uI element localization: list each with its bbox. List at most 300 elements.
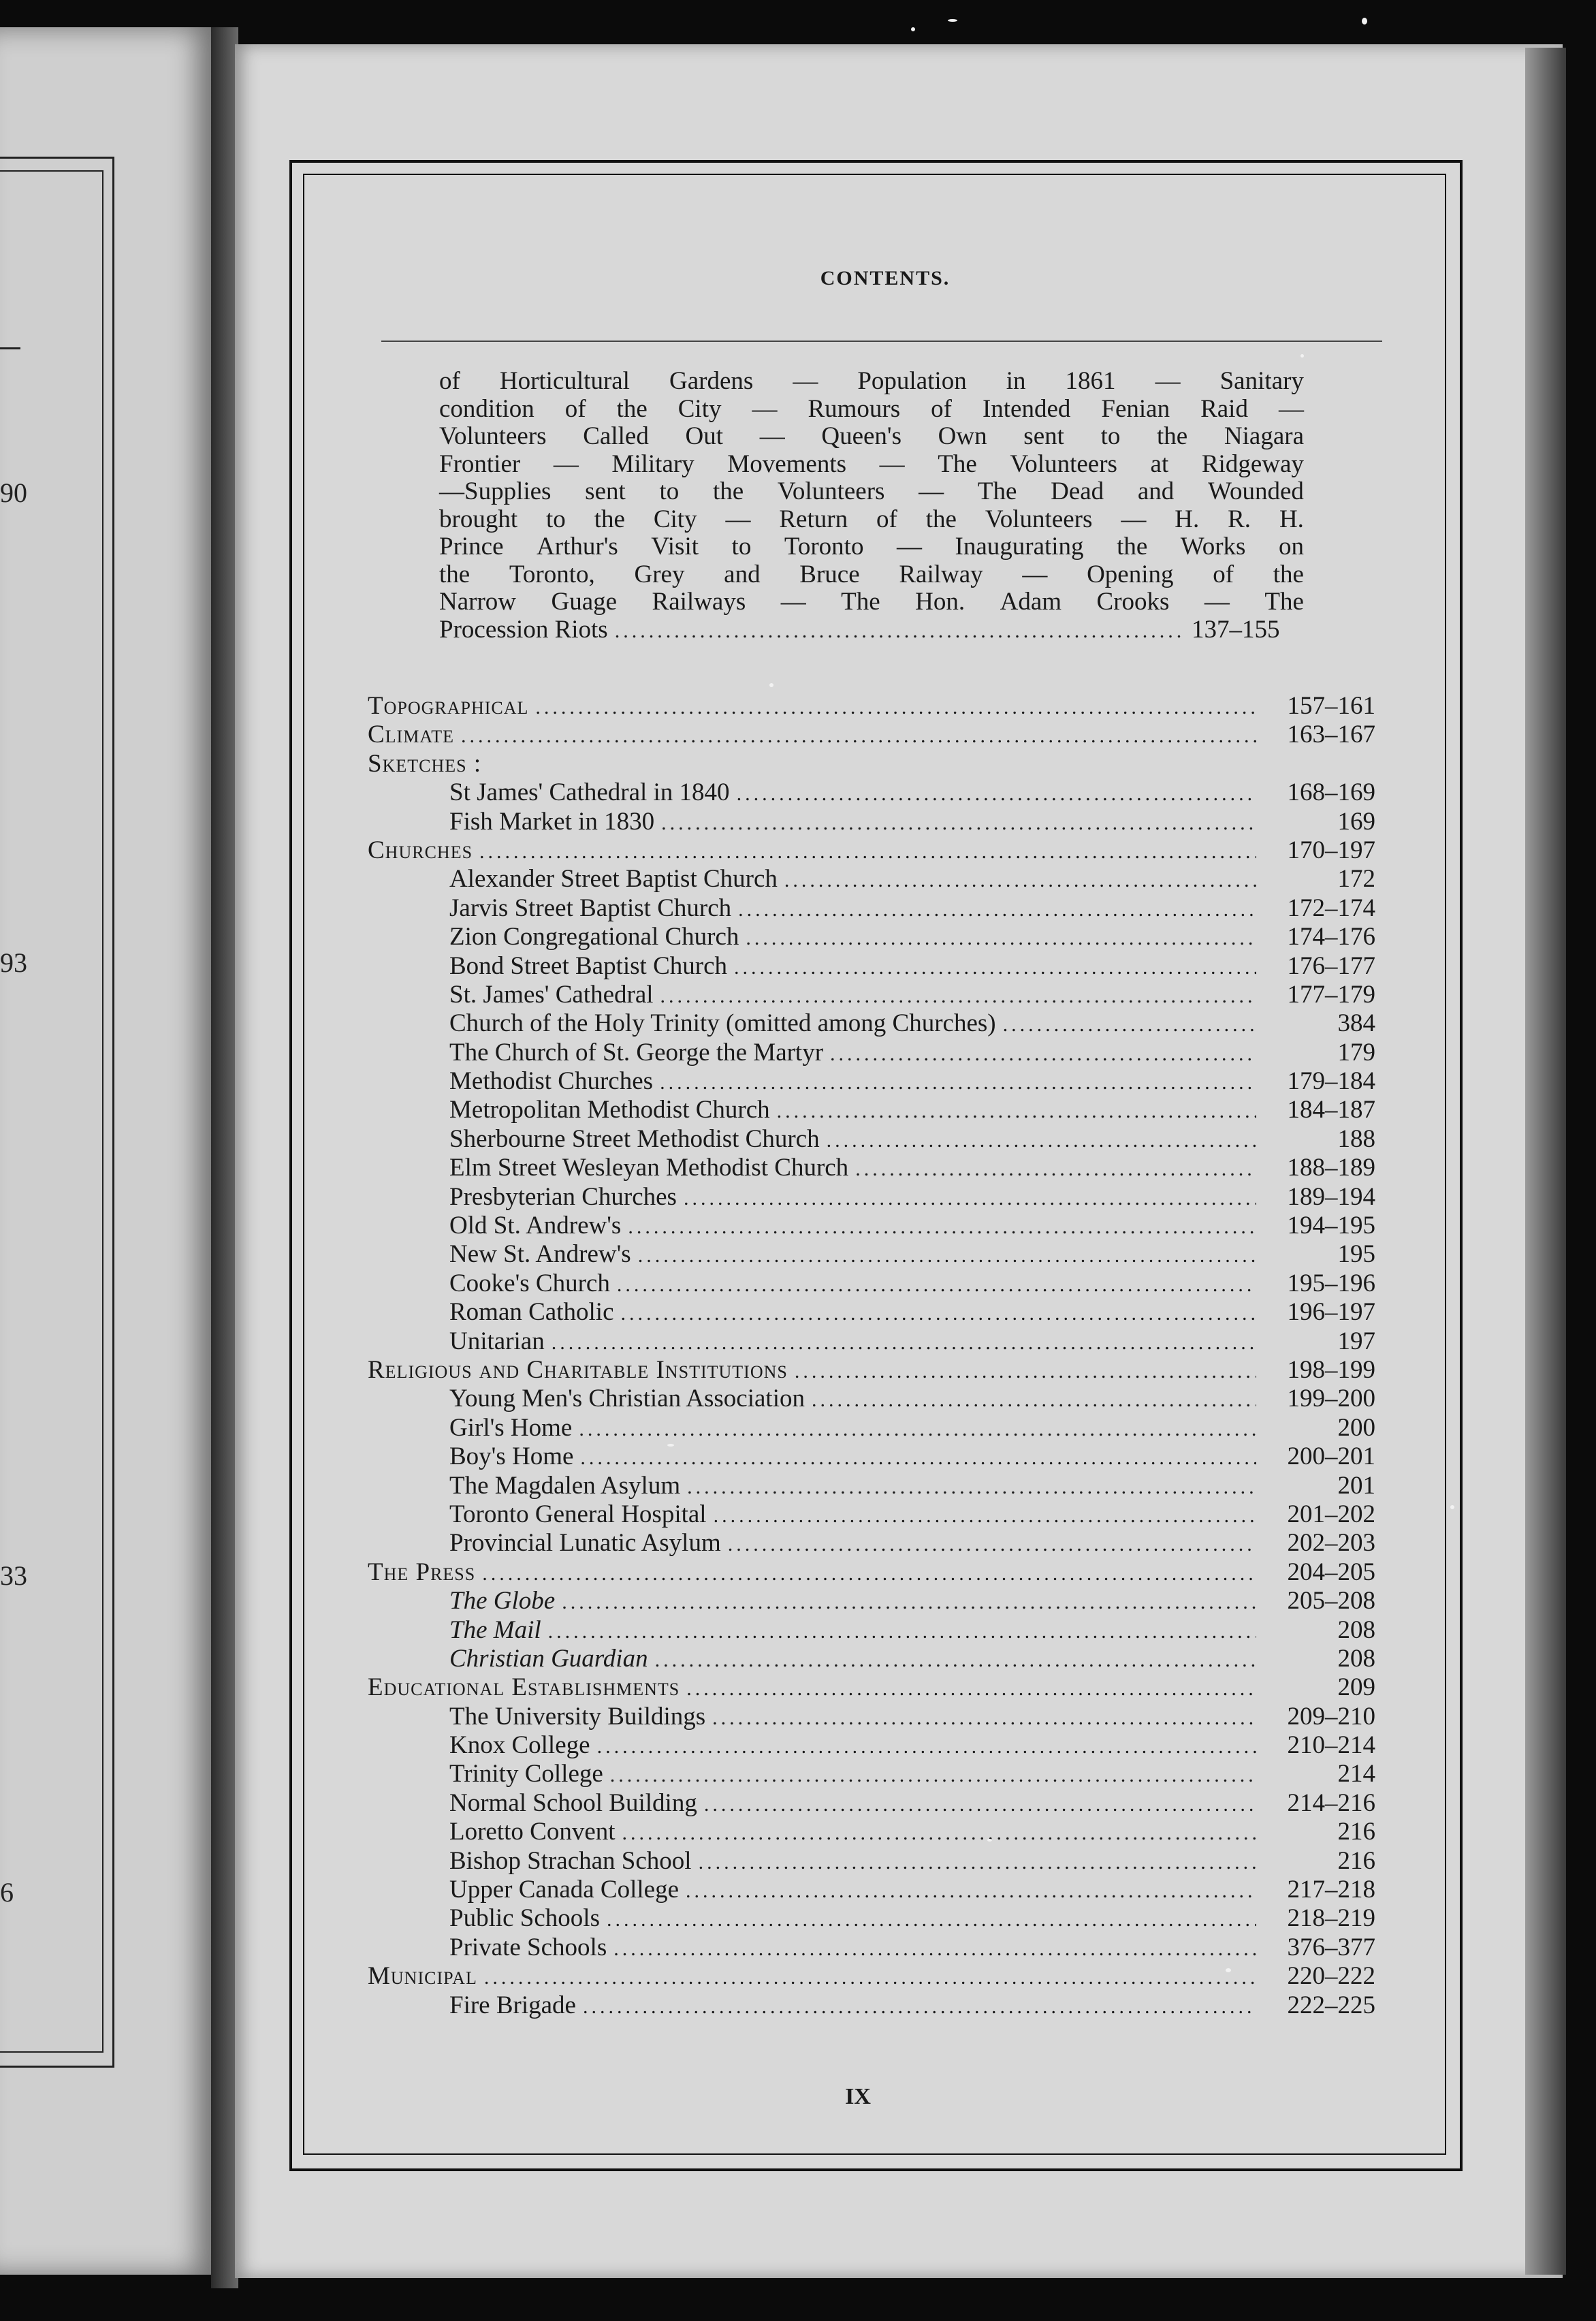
intro-word: — xyxy=(919,477,944,505)
intro-word: Ridgeway xyxy=(1201,449,1304,478)
contents-entry xyxy=(368,1933,1375,1961)
intro-word: — xyxy=(1204,588,1230,616)
entry-label: The Magdalen Asylum xyxy=(449,1471,681,1500)
intro-word: Volunteers xyxy=(1010,449,1117,478)
intro-word: Return xyxy=(779,505,848,533)
entry-page: 217–218 xyxy=(1287,1876,1375,1904)
dot-leader xyxy=(607,1908,1256,1931)
intro-line xyxy=(439,423,1304,451)
contents-entry xyxy=(368,1644,1375,1673)
intro-word: — xyxy=(879,449,905,478)
dot-leader xyxy=(621,1302,1257,1325)
dot-leader xyxy=(734,956,1256,979)
intro-word: Narrow xyxy=(439,588,517,616)
intro-word: the xyxy=(594,505,625,533)
intro-word: Opening xyxy=(1087,560,1174,588)
contents-entry xyxy=(368,1673,1375,1701)
intro-word: Sanitary xyxy=(1219,367,1304,395)
contents-entry xyxy=(368,1009,1375,1037)
contents-entry xyxy=(368,1124,1375,1153)
dot-leader xyxy=(615,618,1185,646)
intro-word: Crooks xyxy=(1096,588,1170,616)
contents-entry xyxy=(368,1500,1375,1528)
intro-word: H. xyxy=(1279,505,1304,533)
intro-word: Prince xyxy=(439,533,504,560)
intro-line xyxy=(439,506,1304,534)
contents-entry xyxy=(368,1269,1375,1297)
intro-word: Works xyxy=(1180,533,1246,560)
dot-leader xyxy=(535,696,1256,719)
dot-leader xyxy=(687,1476,1256,1499)
film-speck xyxy=(667,1444,674,1447)
entry-page: 222–225 xyxy=(1287,1991,1375,2019)
intro-word: —Supplies xyxy=(439,477,552,505)
entry-label: Bishop Strachan School xyxy=(449,1846,692,1875)
dot-leader xyxy=(655,1649,1256,1672)
entry-page: 189–194 xyxy=(1287,1182,1375,1211)
film-speck xyxy=(948,19,957,22)
entry-page: 172 xyxy=(1337,865,1375,894)
dot-leader xyxy=(484,1966,1256,1989)
intro-word: — xyxy=(1155,367,1181,395)
intro-word: of xyxy=(876,505,897,533)
intro-word: Visit xyxy=(651,533,699,560)
entry-page: 210–214 xyxy=(1287,1731,1375,1760)
dot-leader xyxy=(579,1418,1256,1441)
dot-leader xyxy=(660,985,1256,1008)
entry-page: 197 xyxy=(1337,1327,1375,1355)
contents-entry xyxy=(368,1095,1375,1124)
left-page-number: 90 xyxy=(0,477,27,508)
intro-word: Guage xyxy=(551,588,618,616)
entry-label: The University Buildings xyxy=(449,1702,706,1731)
intro-word: Dead xyxy=(1051,477,1104,505)
intro-word: — xyxy=(896,533,922,560)
intro-word: Arthur's xyxy=(537,533,618,560)
page-title: CONTENTS. xyxy=(820,267,951,289)
dot-leader xyxy=(1003,1013,1256,1037)
contents-entry xyxy=(368,1586,1375,1615)
entry-page: 208 xyxy=(1337,1615,1375,1644)
intro-word: Toronto, xyxy=(509,560,595,588)
intro-word: Movements xyxy=(727,449,846,478)
contents-entry xyxy=(368,1875,1375,1904)
film-speck xyxy=(769,683,773,687)
contents-entry xyxy=(368,1327,1375,1355)
dot-leader xyxy=(704,1793,1256,1816)
contents-entry xyxy=(368,1817,1375,1846)
intro-word: — xyxy=(759,422,785,450)
intro-word: the xyxy=(439,560,470,588)
entry-label: The Mail xyxy=(449,1615,541,1644)
entry-label: Loretto Convent xyxy=(449,1818,616,1846)
entry-page: 179 xyxy=(1337,1038,1375,1067)
contents-list xyxy=(368,691,1375,2019)
continued-entry-text xyxy=(439,368,1304,645)
entry-page: 205–208 xyxy=(1287,1587,1375,1615)
dot-leader xyxy=(686,1677,1256,1701)
dot-leader xyxy=(830,1043,1256,1066)
intro-word: Grey xyxy=(634,560,685,588)
entry-label: Municipal xyxy=(368,1962,477,1991)
intro-word: sent xyxy=(1023,422,1064,450)
intro-word: Fenian xyxy=(1101,394,1170,423)
intro-word: Raid xyxy=(1200,394,1248,423)
entry-page: 198–199 xyxy=(1287,1355,1375,1384)
contents-entry xyxy=(368,1731,1375,1759)
entry-page: 184–187 xyxy=(1287,1096,1375,1124)
entry-page: 196–197 xyxy=(1287,1298,1375,1327)
intro-word: the xyxy=(1157,422,1188,450)
intro-word: to xyxy=(659,477,680,505)
entry-label: St. James' Cathedral xyxy=(449,980,654,1009)
intro-word: of xyxy=(931,394,952,423)
entry-page: 195–196 xyxy=(1287,1269,1375,1297)
dot-leader xyxy=(628,1216,1256,1239)
entry-label: Jarvis Street Baptist Church xyxy=(449,894,732,922)
intro-word: Intended xyxy=(982,394,1071,423)
intro-word: H. xyxy=(1175,505,1200,533)
contents-entry xyxy=(368,1759,1375,1788)
intro-word: of xyxy=(439,367,460,395)
dot-leader xyxy=(583,1995,1256,2019)
intro-word: of xyxy=(1213,560,1234,588)
entry-label: Young Men's Christian Association xyxy=(449,1385,805,1413)
intro-word: condition xyxy=(439,394,534,423)
dot-leader xyxy=(827,1129,1256,1152)
intro-word: Volunteers xyxy=(985,505,1093,533)
intro-word: Wounded xyxy=(1208,477,1304,505)
left-page-number: 6 xyxy=(0,1877,14,1908)
entry-label: Presbyterian Churches xyxy=(449,1182,677,1211)
entry-label: Educational Establishments xyxy=(368,1673,680,1702)
entry-page: 218–219 xyxy=(1287,1904,1375,1933)
dot-leader xyxy=(622,1822,1256,1845)
intro-word: the xyxy=(925,505,957,533)
intro-word: Toronto xyxy=(784,533,864,560)
entry-page: 188–189 xyxy=(1287,1154,1375,1182)
entry-label: Sketches : xyxy=(368,749,482,778)
dot-leader xyxy=(479,840,1256,864)
entry-page: 199–200 xyxy=(1287,1385,1375,1413)
entry-page: 202–203 xyxy=(1287,1529,1375,1558)
contents-entry xyxy=(368,1067,1375,1095)
entry-label: Trinity College xyxy=(449,1760,603,1788)
entry-page: 209 xyxy=(1337,1673,1375,1702)
contents-entry xyxy=(368,1355,1375,1384)
intro-word: Population xyxy=(857,367,967,395)
left-page-number: 93 xyxy=(0,947,27,978)
dot-leader xyxy=(777,1100,1256,1123)
intro-word: The xyxy=(841,588,880,616)
intro-line xyxy=(439,478,1304,506)
entry-page: 214–216 xyxy=(1287,1788,1375,1817)
film-speck xyxy=(1450,1505,1454,1509)
intro-word: the xyxy=(1273,560,1304,588)
intro-word: Rumours xyxy=(808,394,901,423)
entry-label: Elm Street Wesleyan Methodist Church xyxy=(449,1154,849,1182)
intro-last-text: Procession Riots xyxy=(439,615,608,644)
entry-label: Methodist Churches xyxy=(449,1067,654,1096)
intro-word: and xyxy=(1137,477,1175,505)
intro-word: the xyxy=(712,477,744,505)
intro-word: Niagara xyxy=(1224,422,1304,450)
intro-word: — xyxy=(752,394,778,423)
entry-page: 163–167 xyxy=(1287,721,1375,749)
contents-entry xyxy=(368,749,1375,778)
contents-entry xyxy=(368,951,1375,980)
intro-word: — xyxy=(553,449,579,478)
intro-word: Adam xyxy=(1000,588,1062,616)
entry-label: St James' Cathedral in 1840 xyxy=(449,778,730,807)
contents-entry xyxy=(368,1413,1375,1442)
contents-entry xyxy=(368,1846,1375,1875)
film-speck xyxy=(1226,1968,1231,1972)
dot-leader xyxy=(746,927,1256,950)
contents-entry xyxy=(368,1615,1375,1644)
entry-label: Roman Catholic xyxy=(449,1298,614,1327)
entry-page: 194–195 xyxy=(1287,1212,1375,1240)
intro-word: Inaugurating xyxy=(955,533,1084,560)
dot-leader xyxy=(548,1620,1256,1643)
entry-label: Boy's Home xyxy=(449,1442,574,1471)
entry-page: 214 xyxy=(1337,1760,1375,1788)
intro-word: Horticultural xyxy=(499,367,630,395)
contents-entry xyxy=(368,864,1375,893)
title-rule xyxy=(381,341,1382,342)
contents-entry xyxy=(368,1961,1375,1990)
contents-entry xyxy=(368,1558,1375,1586)
entry-label: Normal School Building xyxy=(449,1788,697,1817)
dot-leader xyxy=(699,1851,1256,1874)
entry-page: 172–174 xyxy=(1287,894,1375,922)
entry-label: Cooke's Church xyxy=(449,1269,610,1297)
contents-entry xyxy=(368,720,1375,748)
dot-leader xyxy=(714,1504,1256,1528)
intro-word: to xyxy=(731,533,752,560)
contents-entry xyxy=(368,1038,1375,1067)
entry-label: Sherbourne Street Methodist Church xyxy=(449,1124,820,1153)
entry-label: Girl's Home xyxy=(449,1413,573,1442)
intro-word: The xyxy=(938,449,977,478)
dot-leader xyxy=(855,1158,1256,1181)
entry-page: 201–202 xyxy=(1287,1500,1375,1528)
contents-entry xyxy=(368,1442,1375,1470)
entry-label: The Globe xyxy=(449,1587,556,1615)
intro-last-line xyxy=(439,616,1304,646)
intro-word: Frontier xyxy=(439,449,521,478)
entry-label: Zion Congregational Church xyxy=(449,923,739,951)
entry-page: 376–377 xyxy=(1287,1933,1375,1961)
intro-word: City xyxy=(653,505,697,533)
intro-word: Bruce xyxy=(799,560,860,588)
dot-leader xyxy=(686,1880,1256,1903)
intro-word: at xyxy=(1150,449,1169,478)
intro-word: Called xyxy=(583,422,649,450)
entry-page: 209–210 xyxy=(1287,1702,1375,1731)
intro-word: to xyxy=(546,505,566,533)
contents-entry xyxy=(368,1297,1375,1326)
entry-page: 200–201 xyxy=(1287,1442,1375,1471)
film-speck xyxy=(911,27,915,31)
dot-leader xyxy=(617,1274,1256,1297)
contents-entry xyxy=(368,1384,1375,1412)
intro-line xyxy=(439,588,1304,616)
intro-word: Railway xyxy=(899,560,983,588)
contents-entry xyxy=(368,807,1375,836)
intro-word: — xyxy=(1278,394,1304,423)
contents-entry xyxy=(368,1471,1375,1500)
entry-page: 177–179 xyxy=(1287,980,1375,1009)
left-page-number: 33 xyxy=(0,1560,27,1591)
dot-leader xyxy=(482,1562,1256,1585)
entry-label: Metropolitan Methodist Church xyxy=(449,1096,770,1124)
entry-label: Fire Brigade xyxy=(449,1991,576,2019)
entry-label: The Press xyxy=(368,1558,476,1586)
intro-line xyxy=(439,561,1304,589)
intro-line xyxy=(439,451,1304,479)
left-page-rule xyxy=(0,347,20,349)
entry-label: Church of the Holy Trinity (omitted among Churches) xyxy=(449,1009,996,1038)
dot-leader xyxy=(728,1533,1256,1556)
contents-entry xyxy=(368,1211,1375,1240)
intro-line xyxy=(439,396,1304,424)
contents-entry xyxy=(368,1702,1375,1731)
entry-page: 170–197 xyxy=(1287,836,1375,864)
intro-word: of xyxy=(564,394,586,423)
dot-leader xyxy=(580,1447,1256,1470)
entry-page: 137–155 xyxy=(1192,615,1280,644)
entry-page: 168–169 xyxy=(1287,778,1375,807)
entry-label: Toronto General Hospital xyxy=(449,1500,707,1528)
intro-word: Gardens xyxy=(669,367,754,395)
intro-word: sent xyxy=(585,477,626,505)
entry-page: 384 xyxy=(1337,1009,1375,1038)
intro-word: City xyxy=(677,394,722,423)
entry-label: Old St. Andrew's xyxy=(449,1212,622,1240)
entry-label: Private Schools xyxy=(449,1933,607,1961)
contents-entry xyxy=(368,691,1375,720)
intro-word: Hon. xyxy=(915,588,965,616)
entry-label: Topographical xyxy=(368,692,529,720)
intro-word: — xyxy=(1022,560,1048,588)
intro-word: The xyxy=(977,477,1017,505)
intro-line xyxy=(439,368,1304,396)
entry-page: 216 xyxy=(1337,1818,1375,1846)
entry-label: Public Schools xyxy=(449,1904,600,1933)
intro-word: the xyxy=(616,394,648,423)
intro-word: the xyxy=(1117,533,1148,560)
intro-word: Military xyxy=(611,449,695,478)
entry-page: 179–184 xyxy=(1287,1067,1375,1096)
dot-leader xyxy=(684,1187,1256,1210)
intro-word: Out xyxy=(685,422,724,450)
entry-label: Alexander Street Baptist Church xyxy=(449,865,778,894)
intro-word: — xyxy=(780,588,806,616)
entry-label: The Church of St. George the Martyr xyxy=(449,1038,824,1067)
dot-leader xyxy=(812,1389,1256,1412)
contents-entry xyxy=(368,922,1375,951)
entry-label: Bond Street Baptist Church xyxy=(449,951,727,980)
contents-entry xyxy=(368,778,1375,806)
page-number: IX xyxy=(845,2084,871,2109)
intro-word: Volunteers xyxy=(777,477,885,505)
entry-page: 204–205 xyxy=(1287,1558,1375,1586)
contents-entry xyxy=(368,980,1375,1009)
entry-label: Climate xyxy=(368,721,454,749)
contents-entry xyxy=(368,1904,1375,1932)
page-edge xyxy=(1525,48,1566,2275)
intro-word: — xyxy=(793,367,818,395)
intro-word: brought xyxy=(439,505,518,533)
dot-leader xyxy=(660,1071,1256,1094)
dot-leader xyxy=(638,1244,1256,1267)
left-facing-page xyxy=(0,27,218,2275)
entry-label: Churches xyxy=(368,836,473,864)
intro-word: 1861 xyxy=(1065,367,1116,395)
dot-leader xyxy=(661,812,1256,835)
entry-page: 169 xyxy=(1337,807,1375,836)
entry-page: 200 xyxy=(1337,1413,1375,1442)
dot-leader xyxy=(597,1735,1256,1758)
entry-page: 195 xyxy=(1337,1240,1375,1269)
contents-entry xyxy=(368,1991,1375,2019)
dot-leader xyxy=(552,1331,1256,1355)
intro-word: — xyxy=(1121,505,1147,533)
entry-page: 176–177 xyxy=(1287,951,1375,980)
intro-word: Queen's xyxy=(821,422,901,450)
contents-entry xyxy=(368,1153,1375,1182)
entry-page: 220–222 xyxy=(1287,1962,1375,1991)
dot-leader xyxy=(613,1938,1256,1961)
intro-word: The xyxy=(1264,588,1304,616)
dot-leader xyxy=(795,1360,1256,1383)
dot-leader xyxy=(738,898,1256,921)
film-speck xyxy=(1300,354,1304,358)
intro-word: and xyxy=(724,560,761,588)
film-speck xyxy=(987,1839,992,1842)
dot-leader xyxy=(461,725,1256,748)
intro-word: Volunteers xyxy=(439,422,547,450)
dot-leader xyxy=(712,1707,1256,1730)
entry-page: 174–176 xyxy=(1287,923,1375,951)
intro-word: in xyxy=(1006,367,1026,395)
entry-label: New St. Andrew's xyxy=(449,1240,631,1269)
contents-entry xyxy=(368,836,1375,864)
film-speck xyxy=(1362,18,1367,25)
contents-entry xyxy=(368,1182,1375,1211)
dot-leader xyxy=(562,1591,1256,1614)
dot-leader xyxy=(737,783,1256,806)
book-gutter xyxy=(211,27,238,2288)
entry-label: Provincial Lunatic Asylum xyxy=(449,1529,721,1558)
entry-page: 208 xyxy=(1337,1644,1375,1673)
intro-word: to xyxy=(1100,422,1121,450)
entry-page: 157–161 xyxy=(1287,692,1375,720)
intro-word: Own xyxy=(938,422,987,450)
contents-entry xyxy=(368,1788,1375,1817)
intro-word: R. xyxy=(1228,505,1251,533)
contents-entry xyxy=(368,894,1375,922)
entry-label: Fish Market in 1830 xyxy=(449,807,655,836)
contents-entry xyxy=(368,1528,1375,1557)
intro-word: Railways xyxy=(652,588,746,616)
entry-label: Upper Canada College xyxy=(449,1876,679,1904)
entry-label: Unitarian xyxy=(449,1327,545,1355)
entry-label: Knox College xyxy=(449,1731,590,1760)
intro-word: on xyxy=(1278,533,1304,560)
entry-page: 188 xyxy=(1337,1124,1375,1153)
